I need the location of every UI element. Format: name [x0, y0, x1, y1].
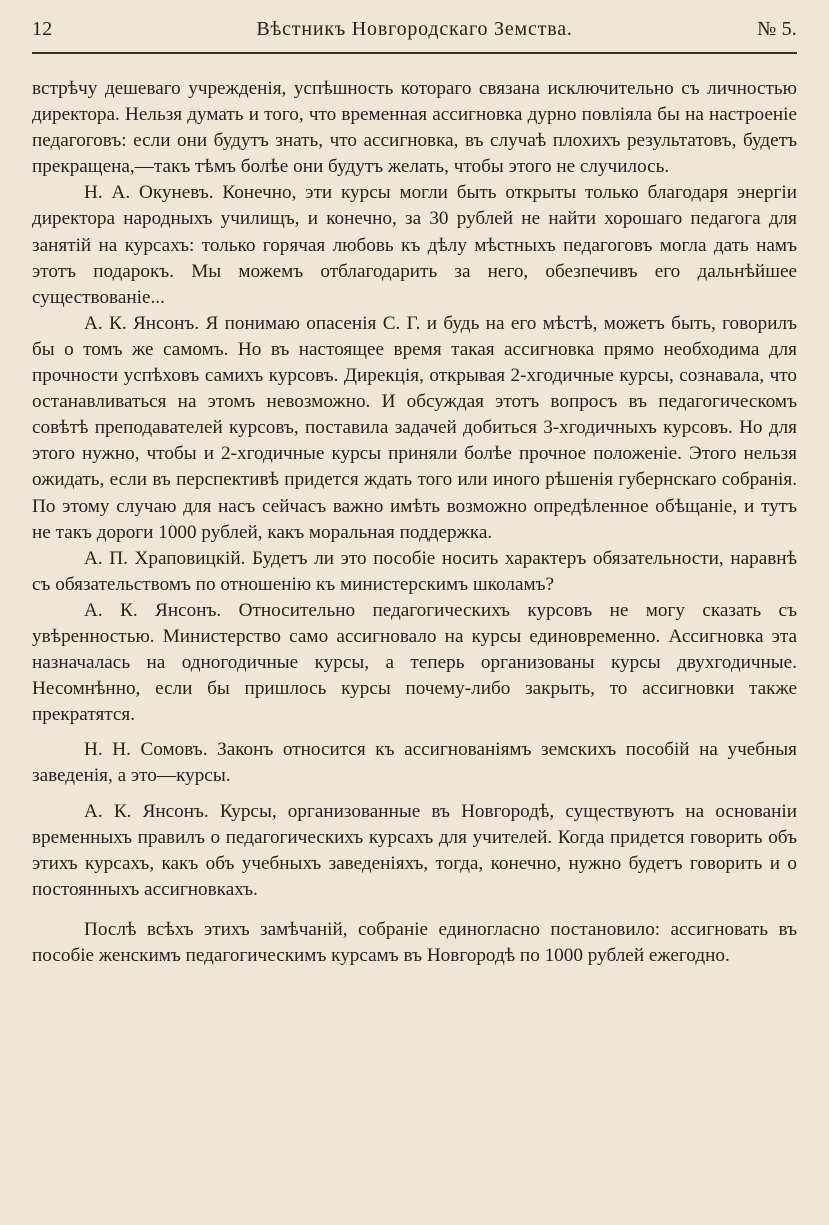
paragraph-somov: Н. Н. Сомовъ. Законъ относится къ ассигнованіямъ земскихъ пособій на учебныя заведенія, а это—курсы.	[32, 739, 797, 787]
page-header	[32, 18, 797, 50]
article-body	[32, 76, 797, 969]
header-rule	[32, 52, 797, 54]
paragraph-continuation: встрѣчу дешеваго учрежденія, успѣшность котораго связана исключительно съ личностью директора. Нельзя думать и того, что временная ассигновка дурно повліяла бы на настроеніе педагоговъ: если они будутъ знать, что ассигновка, въ случаѣ плохихъ результатовъ, будетъ прекращена,—такъ тѣмъ болѣе они будутъ желать, чтобы этого не случилось.	[32, 78, 797, 178]
paragraph-yanson-3: А. К. Янсонъ. Курсы, организованные въ Новгородѣ, существуютъ на основаніи временныхъ правилъ о педагогическихъ курсахъ для учителей. Когда придется говорить объ этихъ курсахъ, какъ объ учебныхъ заведеніяхъ, тогда, конечно, нужно будетъ говорить и о постоянныхъ ассигновкахъ.	[32, 800, 797, 900]
paragraph-resolution: Послѣ всѣхъ этихъ замѣчаній, собраніе единогласно постановило: ассигновать въ пособіе женскимъ педагогическимъ курсамъ въ Новгородѣ по 1000 рублей ежегодно.	[32, 918, 797, 966]
journal-title: Вѣстникъ Новгородскаго Земства.	[256, 18, 573, 40]
page-number: 12	[32, 18, 53, 40]
paragraph-okunev: Н. А. Окуневъ. Конечно, эти курсы могли быть открыты только благодаря энергіи директора народныхъ училищъ, и конечно, за 30 рублей не найти хорошаго педагога для занятій на курсахъ: только горячая любовь къ дѣлу мѣстныхъ педагоговъ могла дать намъ этотъ подарокъ. Мы можемъ отблагодарить за него, обезпечивъ его дальнѣйшее существованіе...	[32, 182, 797, 308]
paragraph-yanson-2: А. К. Янсонъ. Относительно педагогическихъ курсовъ не могу сказать съ увѣренностью. Министерство само ассигновало на курсы единовременно. Ассигновка эта назначалась на одногодичные курсы, а теперь организованы курсы двухгодичные. Несомнѣнно, если бы пришлось курсы почему-либо закрыть, то ассигновки также прекратятся.	[32, 599, 797, 726]
paragraph-khrapovitsky: А. П. Храповицкій. Будетъ ли это пособіе носить характеръ обязательности, наравнѣ съ обязательствомъ по отношенію къ министерскимъ школамъ?	[32, 547, 797, 595]
paragraph-yanson-1: А. К. Янсонъ. Я понимаю опасенія С. Г. и будь на его мѣстѣ, можетъ быть, говорилъ бы о томъ же самомъ. Но въ настоящее время такая ассигновка прямо необходима для прочности успѣховъ самихъ курсовъ. Дирекція, открывая 2-хгодичные курсы, сознавала, что останавливаться на этомъ невозможно. И обсуждая этотъ вопросъ въ педагогическомъ совѣтѣ преподавателей курсовъ, поставила задачей добиться 3-хгодичныхъ курсовъ. Но для этого нужно, чтобы и 2-хгодичные курсы приняли болѣе прочное положеніе. Этого нельзя ожидать, если въ перспективѣ придется ждать того или иного рѣшенія губернскаго собранія. По этому случаю для насъ сейчасъ важно имѣть возможно опредѣленное обѣщаніе, и тутъ не такъ дороги 1000 рублей, какъ моральная поддержка.	[32, 312, 797, 543]
issue-number: № 5.	[757, 18, 797, 40]
